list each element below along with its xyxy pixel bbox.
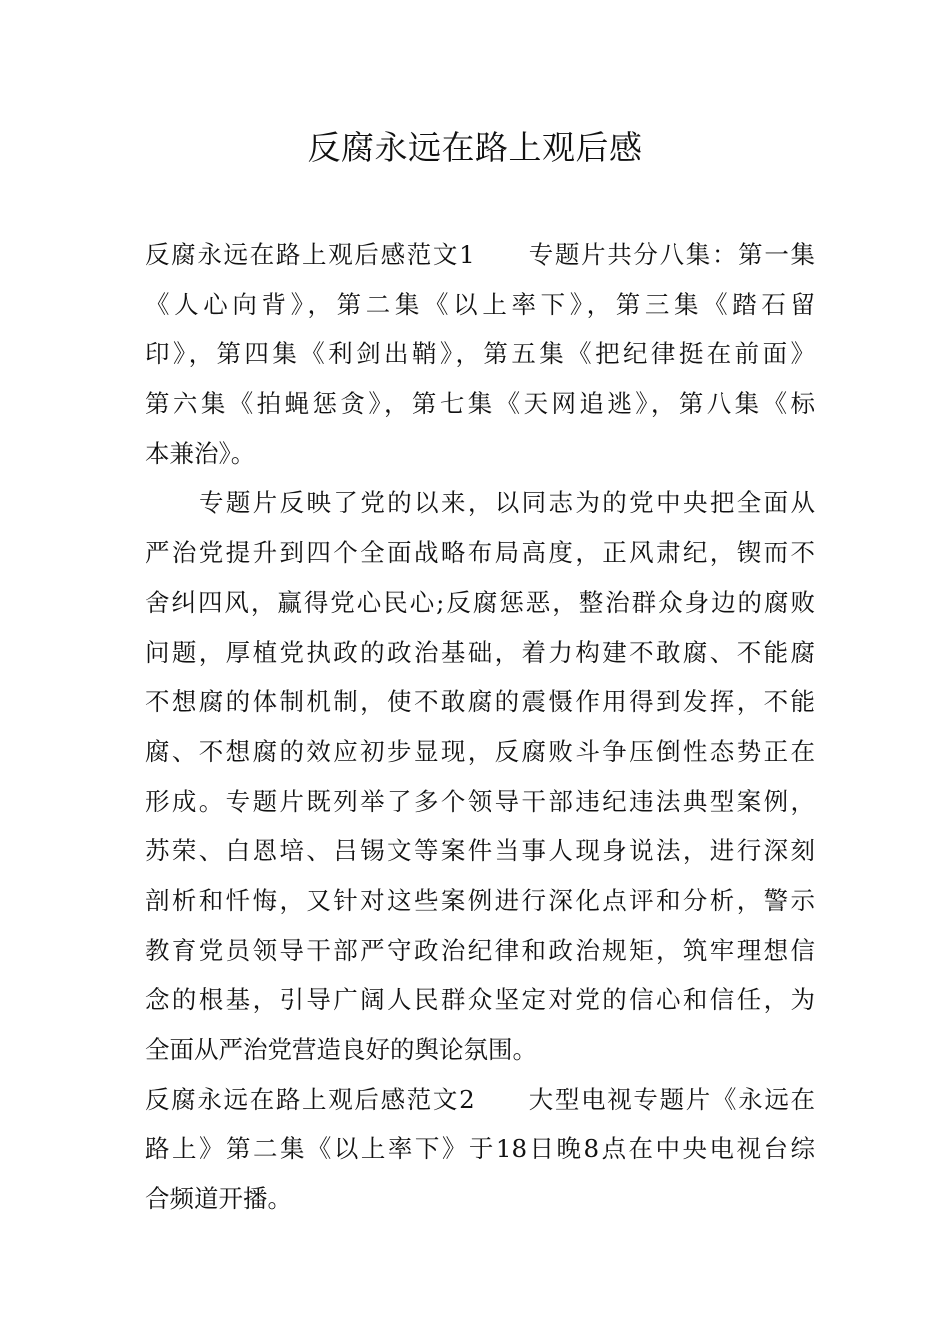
text-line: 反腐永远在路上观后感范文1 专题片共分八集：第一集: [145, 240, 815, 269]
text-line: 合频道开播。: [145, 1184, 292, 1214]
document-title: 反腐永远在路上观后感: [307, 128, 643, 167]
text-line: 第六集《拍蝇惩贪》，第七集《天网追逃》，第八集《标: [145, 389, 815, 419]
text-line: 念的根基，引导广阔人民群众坚定对党的信心和信任，为: [145, 985, 815, 1015]
text-line: 腐、不想腐的效应初步显现，反腐败斗争压倒性态势正在: [145, 736, 815, 766]
text-line: 剖析和忏悔，又针对这些案例进行深化点评和分析，警示: [145, 885, 815, 915]
text-line: 反腐永远在路上观后感范文2 大型电视专题片《永远在: [145, 1084, 815, 1114]
text-line: 本兼治》。: [145, 438, 256, 468]
text-line: 教育党员领导干部严守政治纪律和政治规矩，筑牢理想信: [145, 935, 815, 965]
text-line: 路上》第二集《以上率下》于18日晚8点在中央电视台综: [145, 1134, 815, 1164]
text-line: 《人心向背》，第二集《以上率下》，第三集《踏石留: [145, 289, 815, 319]
text-line: 严治党提升到四个全面战略布局高度，正风肃纪，锲而不: [145, 538, 815, 568]
text-line: 舍纠四风，赢得党心民心;反腐惩恶，整治群众身边的腐败: [145, 587, 815, 617]
text-line: 全面从严治党营造良好的舆论氛围。: [145, 1035, 537, 1064]
document-body: [145, 230, 815, 1224]
text-line: 专题片反映了党的以来，以同志为的党中央把全面从: [199, 488, 815, 518]
text-line: 苏荣、白恩培、吕锡文等案件当事人现身说法，进行深刻: [145, 836, 815, 866]
text-line: 印》，第四集《利剑出鞘》，第五集《把纪律挺在前面》: [145, 339, 815, 369]
text-line: 问题，厚植党执政的政治基础，着力构建不敢腐、不能腐: [145, 637, 815, 667]
text-line: 形成。专题片既列举了多个领导干部违纪违法典型案例，: [145, 786, 815, 816]
text-line: 不想腐的体制机制，使不敢腐的震慑作用得到发挥，不能: [145, 687, 815, 717]
